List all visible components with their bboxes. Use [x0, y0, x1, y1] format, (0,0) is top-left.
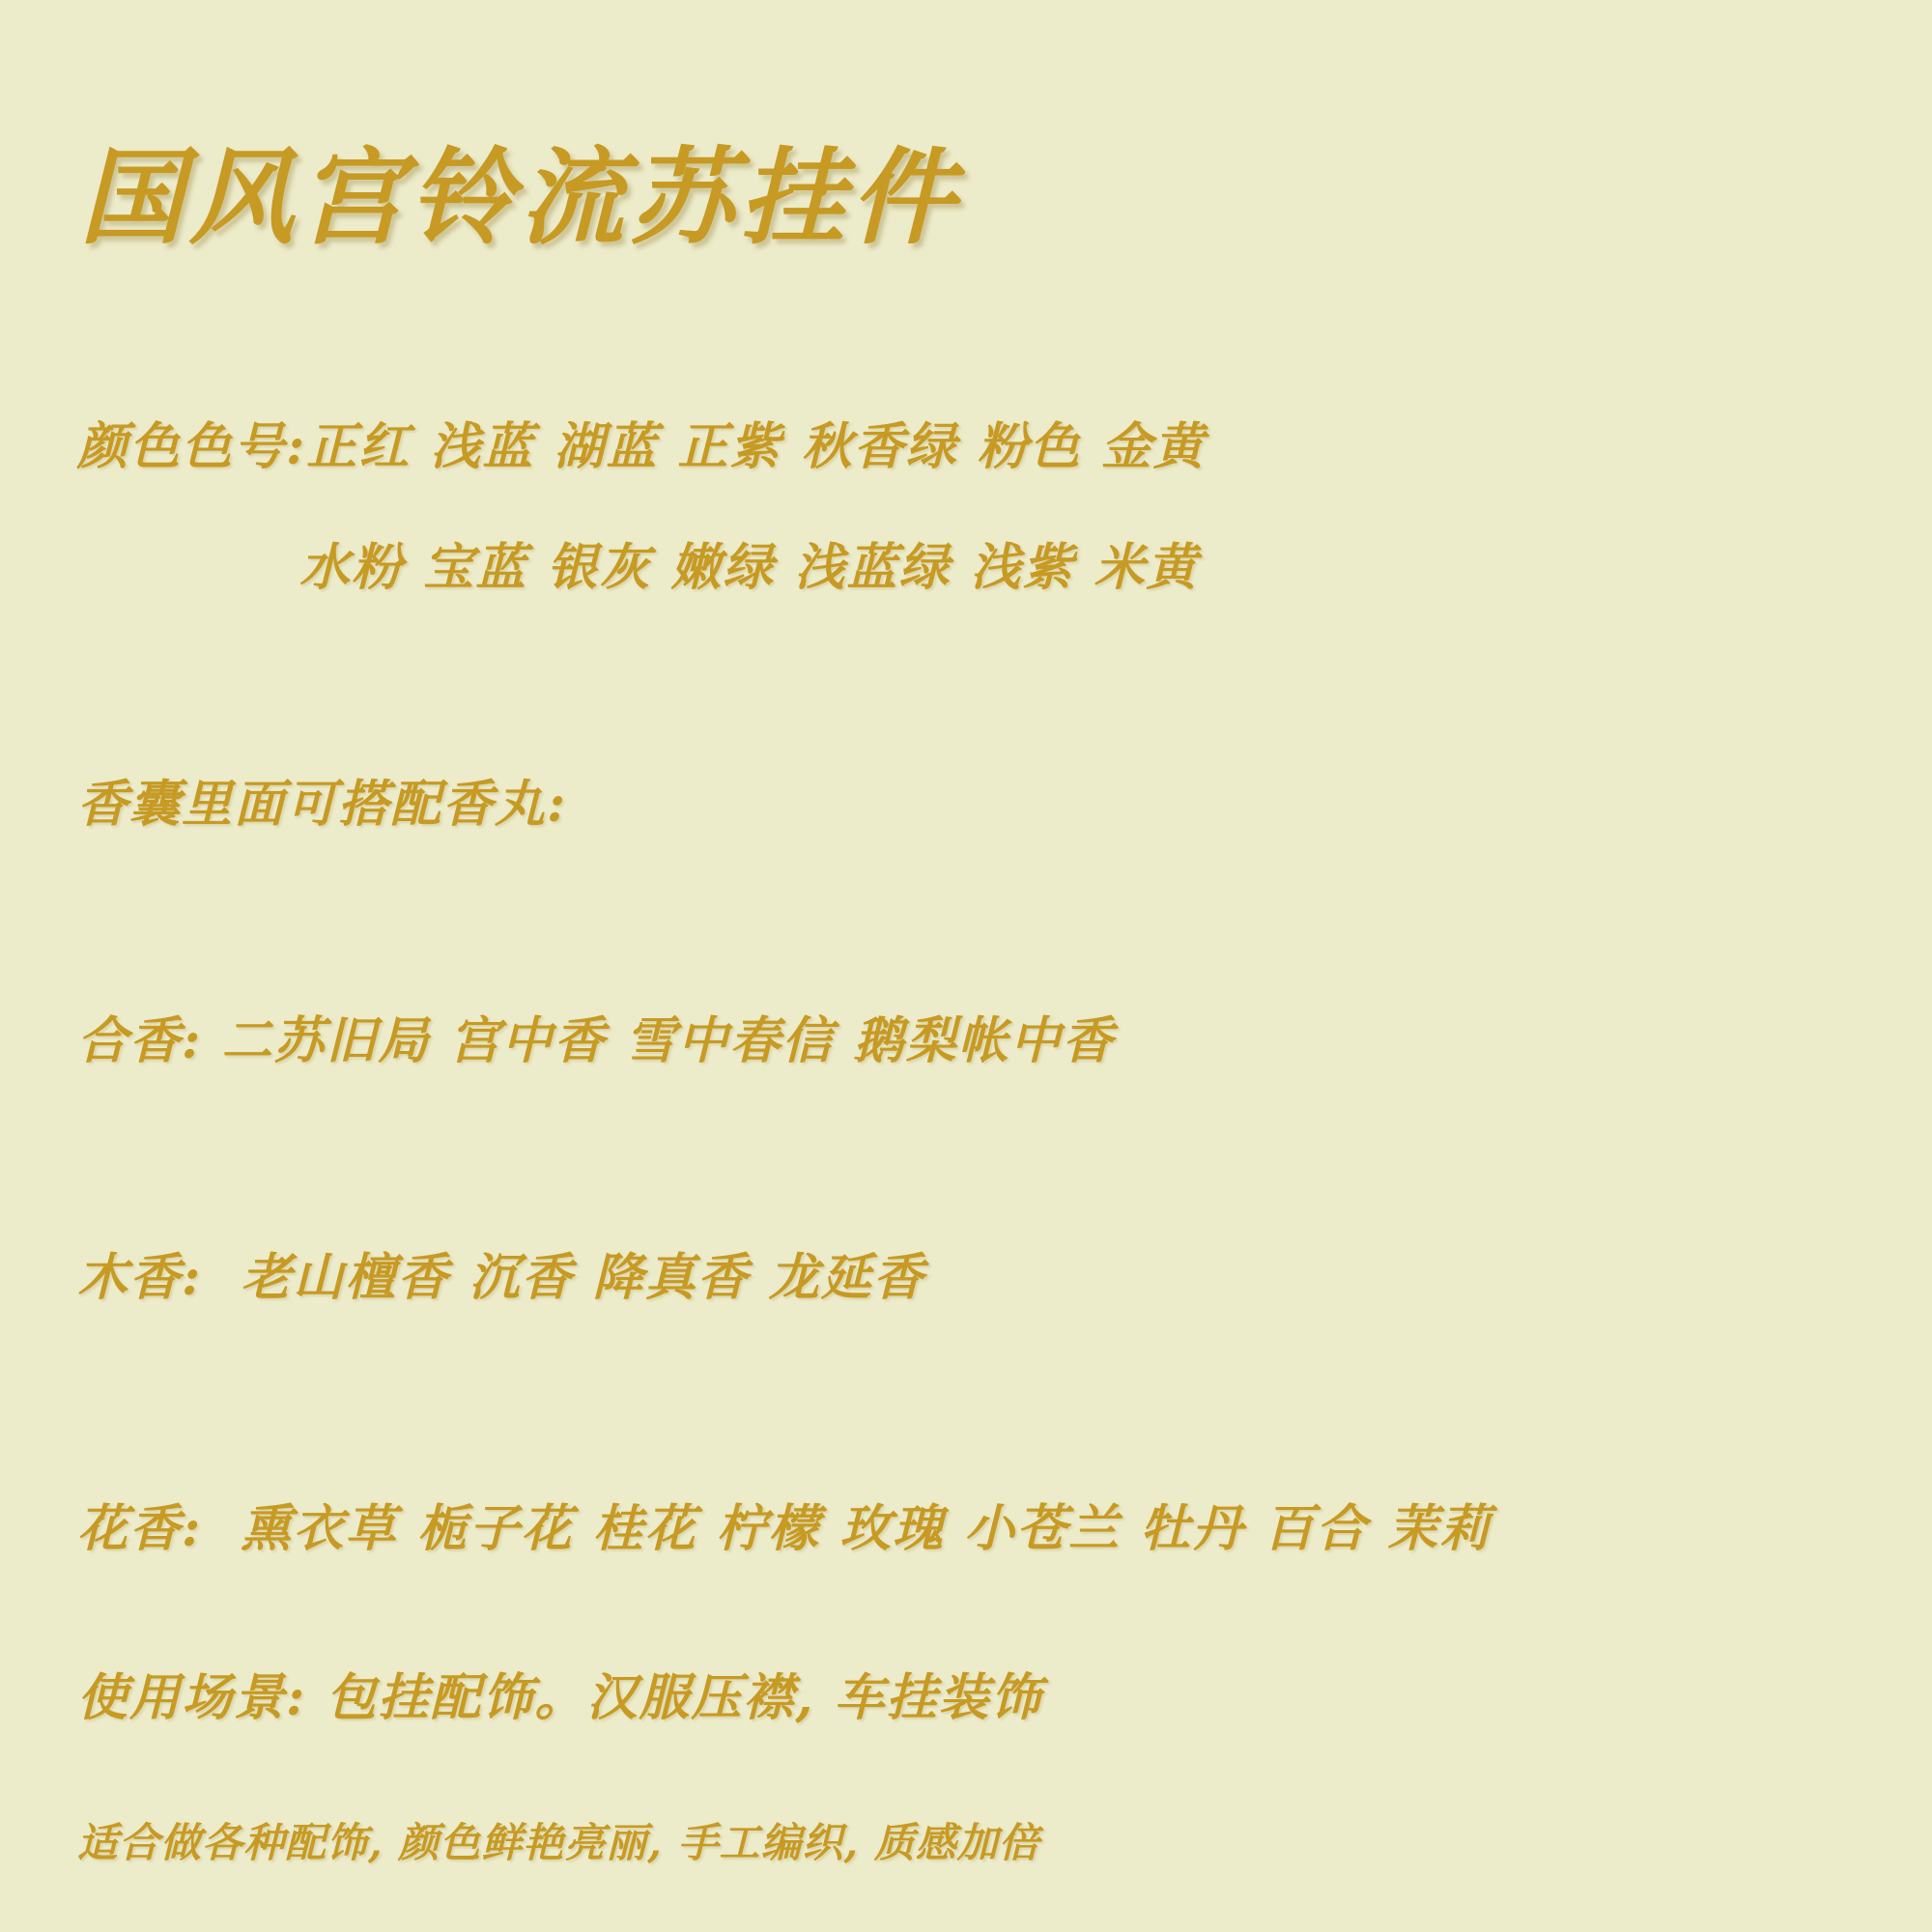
usage-scene-line: [77, 1668, 1043, 1727]
hexiang-line: [77, 1011, 1115, 1070]
huaxiang-values: 熏衣草 栀子花 桂花 柠檬 玫瑰 小苍兰 牡丹 百合 茉莉: [241, 1499, 1492, 1558]
color-list-line-1: [77, 417, 1206, 476]
sachet-heading: 香囊里面可搭配香丸:: [77, 775, 568, 834]
sachet-heading-row: [77, 763, 1874, 836]
color-label: 颜色色号:: [77, 417, 307, 476]
usage-scene-values: 包挂配饰。汉服压襟, 车挂装饰: [326, 1668, 1043, 1727]
hexiang-values: 二苏旧局 宫中香 雪中春信 鹅梨帐中香: [221, 1011, 1115, 1070]
muxiang-values: 老山檀香 沉香 降真香 龙延香: [241, 1248, 925, 1307]
muxiang-row: [77, 1236, 1874, 1309]
color-values-line-1: 正红 浅蓝 湖蓝 正紫 秋香绿 粉色 金黄: [306, 417, 1206, 476]
footer-text: 适合做各种配饰, 颜色鲜艳亮丽, 手工编织, 质感加倍: [77, 1819, 1040, 1866]
color-values-line-2: 水粉 宝蓝 银灰 嫩绿 浅蓝绿 浅紫 米黄: [299, 538, 1199, 597]
usage-scene-row: [77, 1657, 1874, 1729]
huaxiang-label: 花香:: [77, 1499, 203, 1558]
huaxiang-line: [77, 1499, 1492, 1558]
huaxiang-row: [77, 1488, 1874, 1560]
color-list-line-1-row: [77, 406, 1874, 478]
page-title: 国风宫铃流苏挂件: [79, 137, 961, 259]
hexiang-label: 合香:: [77, 1011, 203, 1070]
usage-scene-label: 使用场景:: [77, 1668, 307, 1727]
muxiang-line: [77, 1248, 925, 1307]
footer-row: [77, 1811, 1874, 1869]
muxiang-label: 木香:: [77, 1248, 203, 1307]
hexiang-row: [77, 1000, 1874, 1072]
color-list-line-2-row: [77, 526, 1874, 599]
